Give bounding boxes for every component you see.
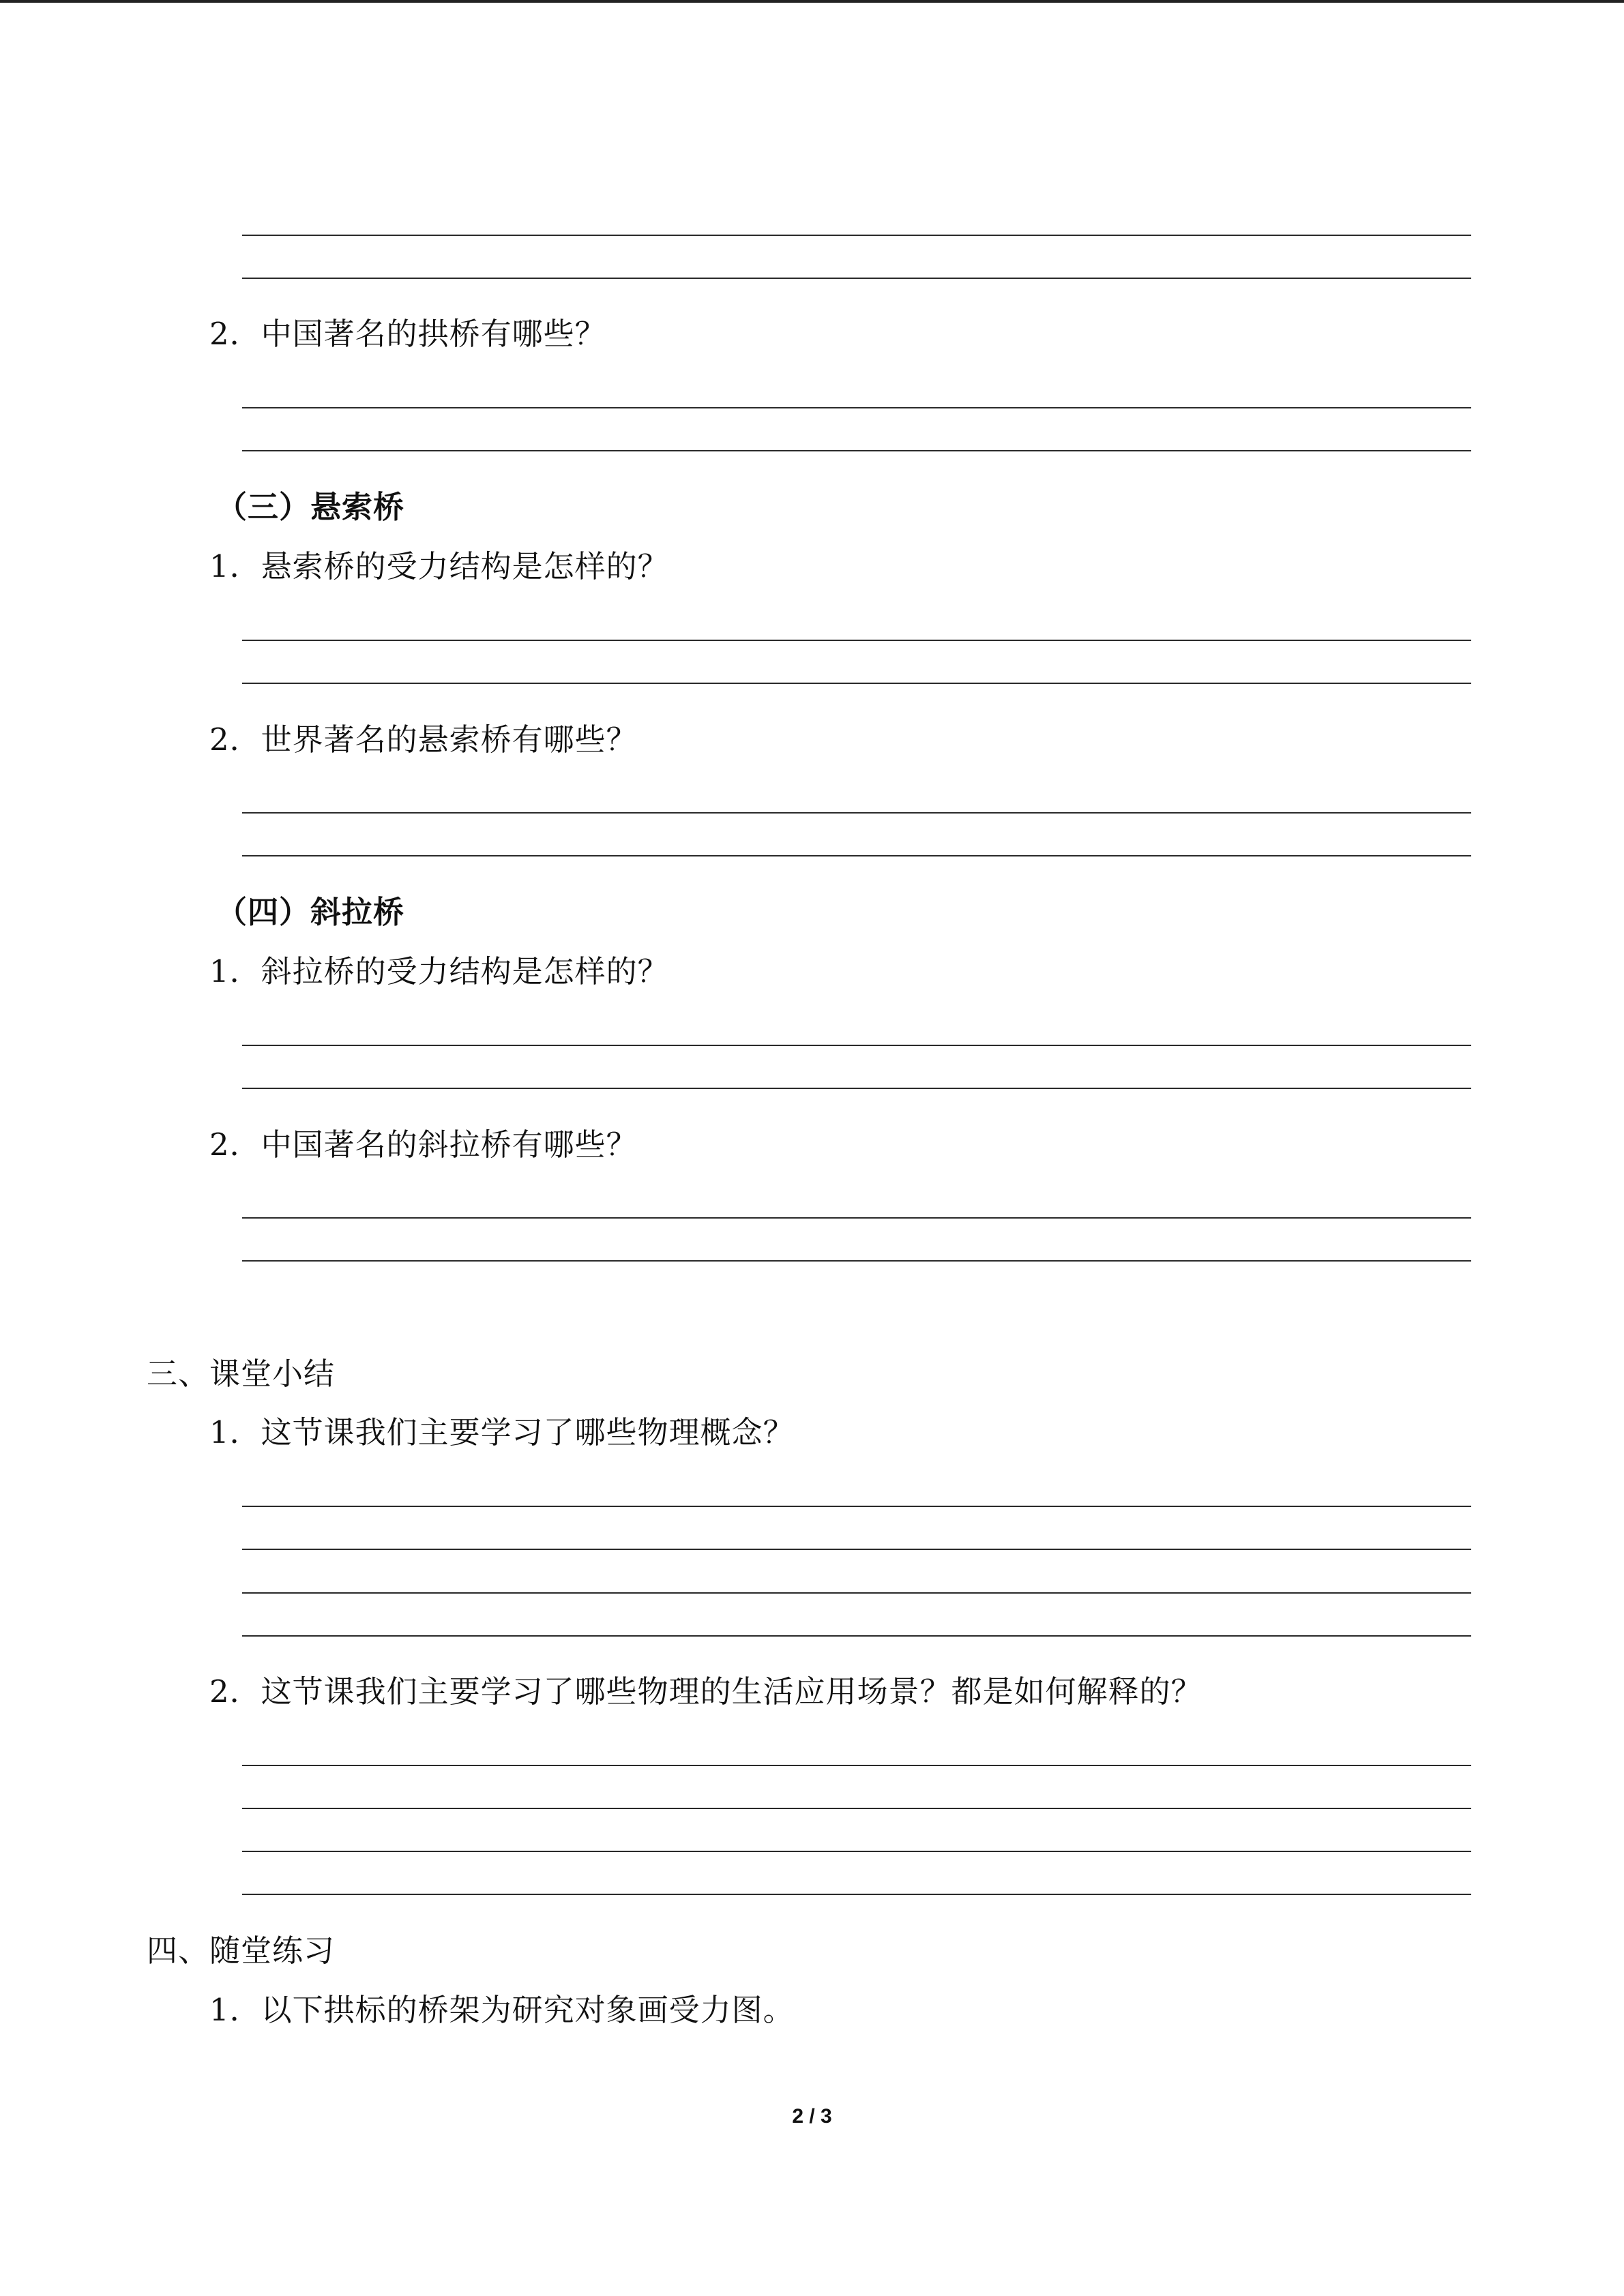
answer-line[interactable] [242,812,1471,814]
section-heading-in-class-practice: 四、随堂练习 [147,1933,336,1969]
question-summary-applications: 2．这节课我们主要学习了哪些物理的生活应用场景？都是如何解释的？ [209,1673,1202,1710]
answer-line[interactable] [242,1217,1471,1219]
answer-line[interactable] [242,855,1471,856]
question-practice-force-diagram: 1．以下拱标的桥架为研究对象画受力图。 [209,1992,795,2028]
page-top-border [0,0,1624,3]
answer-line[interactable] [242,1635,1471,1637]
answer-line[interactable] [242,683,1471,684]
answer-line[interactable] [242,450,1471,451]
question-arch-famous: 2．中国著名的拱桥有哪些？ [209,316,606,352]
answer-line[interactable] [242,1894,1471,1895]
question-suspension-famous: 2．世界著名的悬索桥有哪些？ [209,721,638,758]
answer-line[interactable] [242,1765,1471,1766]
section-heading-class-summary: 三、课堂小结 [147,1356,336,1392]
answer-line[interactable] [242,640,1471,641]
question-summary-concepts: 1．这节课我们主要学习了哪些物理概念？ [209,1414,795,1450]
question-cable-stayed-famous: 2．中国著名的斜拉桥有哪些？ [209,1127,638,1163]
answer-line[interactable] [242,235,1471,236]
answer-line[interactable] [242,1045,1471,1046]
answer-line[interactable] [242,1260,1471,1262]
answer-line[interactable] [242,1506,1471,1507]
answer-line[interactable] [242,1851,1471,1852]
answer-line[interactable] [242,407,1471,408]
answer-line[interactable] [242,1549,1471,1550]
answer-line[interactable] [242,1808,1471,1809]
page-number: 2 / 3 [792,2105,832,2128]
answer-line[interactable] [242,1088,1471,1089]
question-suspension-structure: 1．悬索桥的受力结构是怎样的？ [209,548,669,584]
answer-line[interactable] [242,278,1471,279]
section-heading-cable-stayed-bridge: （四）斜拉桥 [216,894,405,930]
question-cable-stayed-structure: 1．斜拉桥的受力结构是怎样的？ [209,953,669,989]
answer-line[interactable] [242,1592,1471,1594]
section-heading-suspension-bridge: （三）悬索桥 [216,489,405,525]
